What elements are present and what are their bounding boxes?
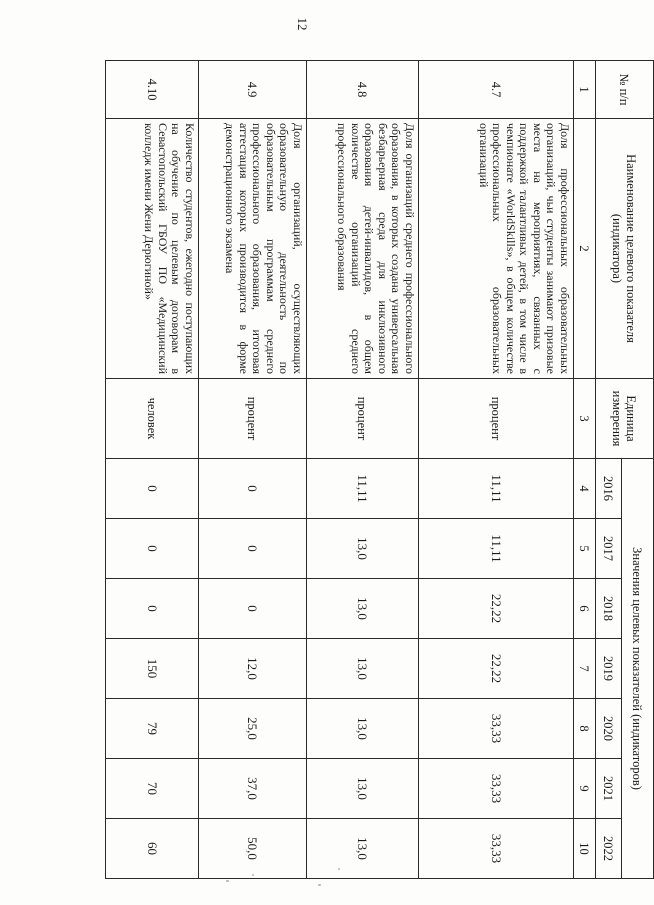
column-index-row xyxy=(574,61,596,879)
row-value: 0 xyxy=(199,519,307,579)
column-index: 7 xyxy=(574,639,596,699)
row-num: 4.8 xyxy=(307,61,419,119)
column-index: 1 xyxy=(574,61,596,119)
header-num: № п/п xyxy=(596,61,654,119)
row-value: 50,0 xyxy=(199,819,307,879)
table-row xyxy=(199,61,307,879)
column-index: 5 xyxy=(574,519,596,579)
row-value: 33,33 xyxy=(419,819,574,879)
row-num: 4.7 xyxy=(419,61,574,119)
row-num: 4.10 xyxy=(106,61,199,119)
indicators-table xyxy=(105,60,654,879)
row-value: 60 xyxy=(106,819,199,879)
row-value: 33,33 xyxy=(419,759,574,819)
column-index: 6 xyxy=(574,579,596,639)
row-value: 0 xyxy=(106,459,199,519)
column-index: 2 xyxy=(574,119,596,379)
header-name: Наименование целевого показателя (индикатора) xyxy=(596,119,654,379)
table-row xyxy=(307,61,419,879)
header-year: 2018 xyxy=(596,579,622,639)
header-year: 2016 xyxy=(596,459,622,519)
row-unit: процент xyxy=(307,379,419,459)
row-value: 11,11 xyxy=(419,519,574,579)
row-value: 13,0 xyxy=(307,579,419,639)
column-index: 3 xyxy=(574,379,596,459)
row-value: 13,0 xyxy=(307,759,419,819)
row-name: Доля организаций среднего профессионального образования, в которых создана универсальная безбарьерная среда для инклюзивного образования детей-инвалидов, в общем количестве организаций среднего профессионального образования xyxy=(307,119,419,379)
row-value: 13,0 xyxy=(307,639,419,699)
row-name: Доля организаций, осуществляющих образовательную деятельность по образовательным программам среднего профессионального образования, итоговая аттестация которых производится в форме демонстрационного экзамена xyxy=(199,119,307,379)
row-value: 0 xyxy=(106,579,199,639)
row-value: 37,0 xyxy=(199,759,307,819)
row-name: Доля профессиональных образовательных организаций, чьи студенты занимают призовые места на мероприятиях, связанных с поддержкой талантливых детей, в том числе в чемпионате «WorldSkills», в общем количестве профессиональных образовательных организаций xyxy=(419,119,574,379)
rotated-table-sheet xyxy=(106,60,654,878)
column-index: 9 xyxy=(574,759,596,819)
row-num: 4.9 xyxy=(199,61,307,119)
row-value: 22,22 xyxy=(419,579,574,639)
header-values-group: Значения целевых показателей (индикаторов) xyxy=(622,459,654,879)
row-value: 13,0 xyxy=(307,699,419,759)
scan-speck xyxy=(318,884,321,886)
row-value: 0 xyxy=(199,459,307,519)
row-unit: процент xyxy=(419,379,574,459)
scan-speck xyxy=(226,880,229,882)
row-value: 33,33 xyxy=(419,699,574,759)
header-year: 2017 xyxy=(596,519,622,579)
header-year: 2020 xyxy=(596,699,622,759)
row-value: 25,0 xyxy=(199,699,307,759)
header-unit: Единица измерения xyxy=(596,379,654,459)
row-value: 150 xyxy=(106,639,199,699)
header-year: 2022 xyxy=(596,819,622,879)
header-year: 2021 xyxy=(596,759,622,819)
row-name: Количество студентов, ежегодно поступающих на обучение по целевым договорам в Севастопольский ГБОУ ПО «Медицинский колледж имени Жени Дерюгиной» xyxy=(106,119,199,379)
row-value: 13,0 xyxy=(307,519,419,579)
row-unit: человек xyxy=(106,379,199,459)
table-row xyxy=(106,61,199,879)
row-value: 70 xyxy=(106,759,199,819)
row-value: 11,11 xyxy=(419,459,574,519)
row-value: 79 xyxy=(106,699,199,759)
row-value: 11,11 xyxy=(307,459,419,519)
column-index: 10 xyxy=(574,819,596,879)
column-index: 8 xyxy=(574,699,596,759)
row-value: 0 xyxy=(106,519,199,579)
row-value: 0 xyxy=(199,579,307,639)
row-value: 13,0 xyxy=(307,819,419,879)
row-value: 22,22 xyxy=(419,639,574,699)
row-unit: процент xyxy=(199,379,307,459)
page-number: 12 xyxy=(295,17,310,31)
column-index: 4 xyxy=(574,459,596,519)
table-row xyxy=(419,61,574,879)
row-value: 12,0 xyxy=(199,639,307,699)
header-year: 2019 xyxy=(596,639,622,699)
